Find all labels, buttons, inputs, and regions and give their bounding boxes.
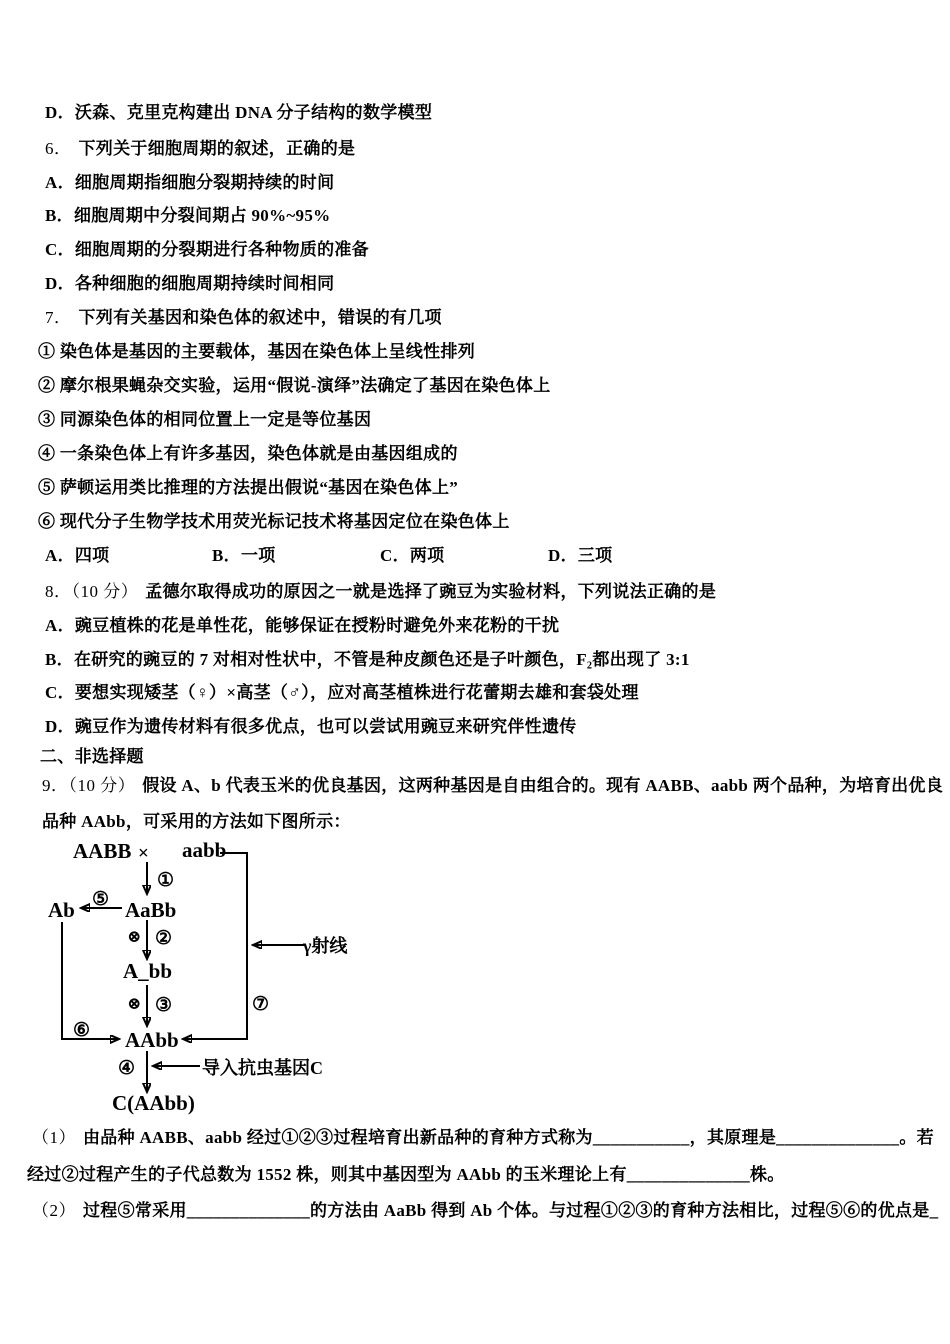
q6-stem-text: 下列关于细胞周期的叙述，正确的是	[78, 139, 356, 158]
selfing-icon-2: ⊗	[127, 994, 142, 1013]
q7-item-3: ③ 同源染色体的相同位置上一定是等位基因	[38, 410, 372, 429]
label-gene-c: 导入抗虫基因C	[202, 1058, 323, 1078]
q9-number: 9．（10 分）	[42, 776, 136, 795]
section-2-title: 二、非选择题	[40, 747, 144, 766]
q8-option-c: C．要想实现矮茎（♀）×高茎（♂），应对高茎植株进行花蕾期去雄和套袋处理	[45, 683, 639, 702]
label-intermediate-abb: A_bb	[123, 959, 173, 983]
label-gamete-ab: Ab	[48, 898, 75, 922]
label-target-aabb: AAbb	[125, 1028, 179, 1052]
q9-stem-text1: 假设 A、b 代表玉米的优良基因，这两种基因是自由组合的。现有 AABB、aabb 两个品种，为培育出优良	[142, 776, 944, 795]
label-final-c-aabb: C(AAbb)	[112, 1091, 195, 1115]
q6-stem	[45, 139, 355, 159]
q8-stem-text: 孟德尔取得成功的原因之一就是选择了豌豆为实验材料，下列说法正确的是	[145, 582, 717, 601]
label-parent-aabb-dominant: AABB	[73, 839, 132, 863]
label-step-6: ⑥	[73, 1020, 91, 1041]
q6-option-d: D．各种细胞的细胞周期持续时间相同	[45, 274, 335, 293]
q9-stem-line2: 品种 AAbb，可采用的方法如下图所示：	[42, 812, 351, 831]
q7-options-row	[45, 546, 765, 566]
q9-sub2-text: 过程⑤常采用______________的方法由 AaBb 得到 Ab 个体。与过程①②③的育种方法相比，过程⑤⑥的优点是_	[83, 1201, 939, 1220]
label-step-5: ⑤	[92, 889, 110, 910]
cross-sign: ×	[138, 843, 149, 864]
path-step7-aabb-to-target	[184, 853, 247, 1039]
label-step-3: ③	[155, 995, 173, 1016]
q7-item-1: ① 染色体是基因的主要载体，基因在染色体上呈线性排列	[38, 342, 476, 361]
q7-stem	[45, 308, 442, 328]
label-step-2: ②	[155, 928, 173, 949]
q7-stem-text: 下列有关基因和染色体的叙述中，错误的有几项	[78, 308, 442, 327]
q7-item-4: ④ 一条染色体上有许多基因，染色体就是由基因组成的	[38, 444, 458, 463]
label-step-4: ④	[118, 1058, 136, 1079]
q9-sub1-text1: 由品种 AABB、aabb 经过①②③过程培育出新品种的育种方式称为___________，其原理是______________。若	[83, 1128, 934, 1147]
label-step-7: ⑦	[252, 994, 270, 1015]
q7-item-2: ② 摩尔根果蝇杂交实验，运用“假说-演绎”法确定了基因在染色体上	[38, 376, 551, 395]
q7-number: 7．	[45, 308, 72, 327]
q7-option-b: B．一项	[212, 546, 276, 565]
q5-option-d: D．沃森、克里克构建出 DNA 分子结构的数学模型	[45, 103, 433, 122]
label-gamma-ray: γ射线	[303, 936, 348, 956]
q7-option-d: D．三项	[548, 546, 613, 565]
q8-option-d: D．豌豆作为遗传材料有很多优点，也可以尝试用豌豆来研究伴性遗传	[45, 717, 577, 736]
q9-stem-line1	[42, 776, 943, 796]
q6-option-b: B．细胞周期中分裂间期占 90%~95%	[45, 206, 331, 225]
q8-option-a: A．豌豆植株的花是单性花，能够保证在授粉时避免外来花粉的干扰	[45, 616, 560, 635]
q8-number: 8．（10 分）	[45, 582, 139, 601]
q6-option-a: A．细胞周期指细胞分裂期持续的时间	[45, 173, 335, 192]
selfing-icon-1: ⊗	[127, 927, 142, 946]
q7-option-a: A．四项	[45, 546, 110, 565]
q6-option-c: C．细胞周期的分裂期进行各种物质的准备	[45, 240, 369, 259]
breeding-process-diagram	[40, 836, 460, 1128]
q7-item-6: ⑥ 现代分子生物学技术用荧光标记技术将基因定位在染色体上	[38, 512, 510, 531]
q9-sub1-number: （1）	[32, 1128, 76, 1147]
q8-stem	[45, 582, 716, 602]
q9-sub2-line	[32, 1201, 938, 1221]
label-parent-aabb-recessive: aabb	[182, 838, 227, 862]
q9-sub2-number: （2）	[32, 1201, 76, 1220]
q9-sub1-line2: 经过②过程产生的子代总数为 1552 株，则其中基因型为 AAbb 的玉米理论上有______________株。	[27, 1165, 785, 1184]
q7-item-5: ⑤ 萨顿运用类比推理的方法提出假说“基因在染色体上”	[38, 478, 459, 497]
q9-sub1-line1	[32, 1128, 934, 1148]
q7-option-c: C．两项	[380, 546, 445, 565]
q8-option-b: B．在研究的豌豆的 7 对相对性状中，不管是种皮颜色还是子叶颜色，F₂都出现了 3:1	[45, 650, 690, 669]
label-f1-aabb: AaBb	[125, 898, 177, 922]
label-step-1: ①	[157, 870, 175, 891]
q6-number: 6．	[45, 139, 72, 158]
